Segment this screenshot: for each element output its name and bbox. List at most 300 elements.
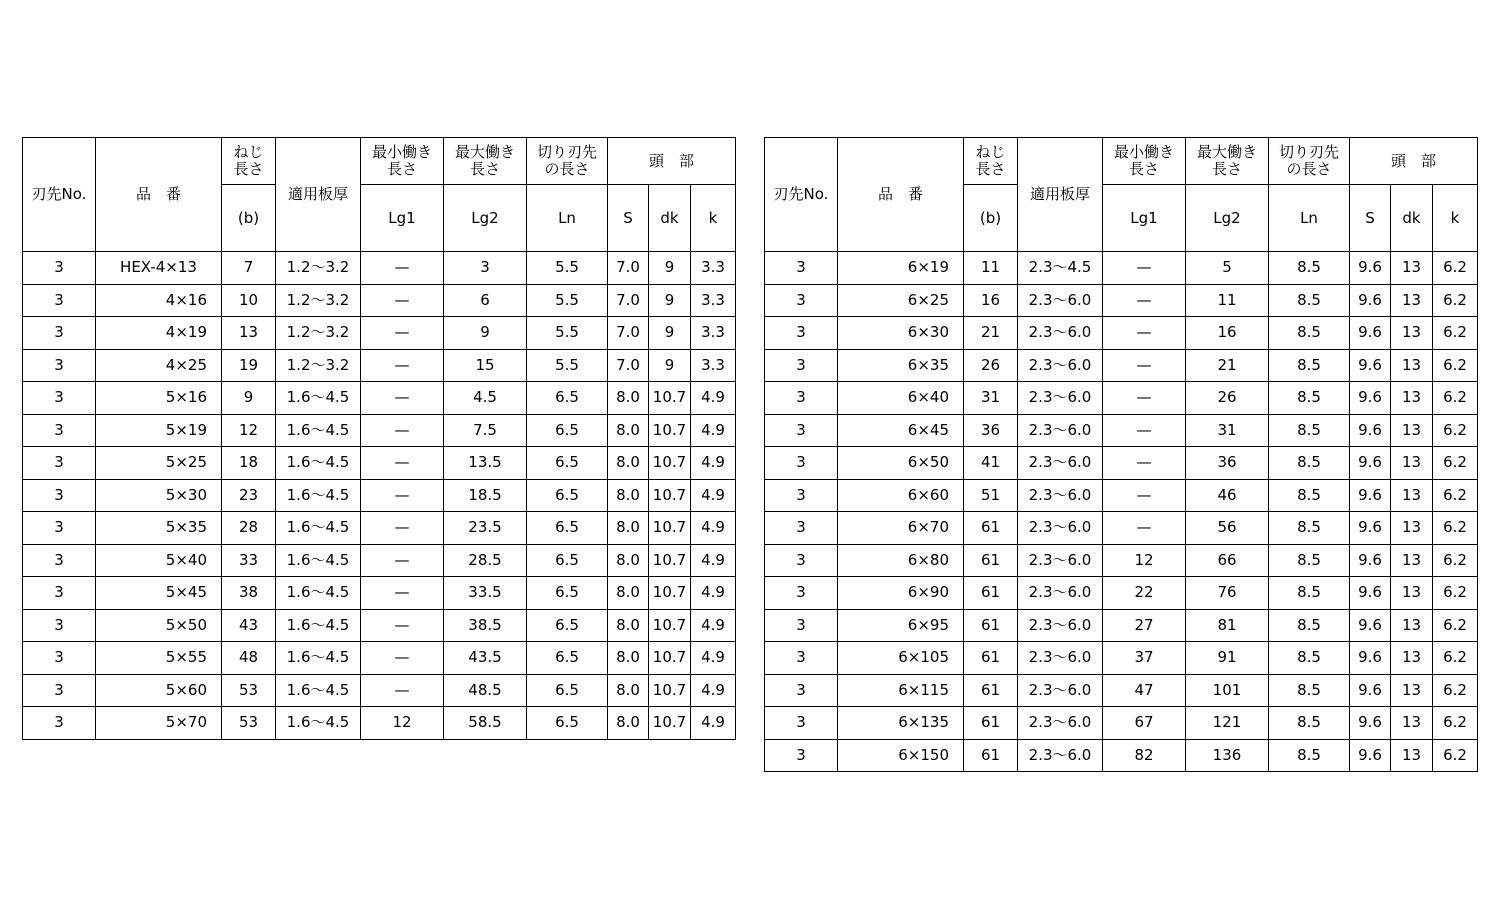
header-max-work-length-label: 最大働き 長さ bbox=[454, 143, 515, 178]
header-lg2: Lg2 bbox=[1186, 185, 1269, 252]
cell-ln: 6.5 bbox=[527, 447, 608, 480]
cell-head-s: 8.0 bbox=[608, 544, 649, 577]
cell-ln: 8.5 bbox=[1269, 739, 1350, 772]
cell-head-k: 4.9 bbox=[691, 512, 736, 545]
cell-ln: 6.5 bbox=[527, 479, 608, 512]
cell-lg2: 26 bbox=[1186, 382, 1269, 415]
header-head-k: k bbox=[691, 185, 736, 252]
cell-lg1: — bbox=[361, 447, 444, 480]
cell-plate-thickness: 1.2〜3.2 bbox=[276, 349, 361, 382]
cell-plate-thickness: 2.3〜6.0 bbox=[1018, 707, 1103, 740]
table-row bbox=[765, 284, 1478, 317]
cell-part-no: 5×45 bbox=[96, 577, 222, 610]
cell-head-dk: 10.7 bbox=[649, 544, 691, 577]
cell-ln: 8.5 bbox=[1269, 544, 1350, 577]
header-thread-length bbox=[222, 138, 276, 185]
cell-head-k: 6.2 bbox=[1433, 707, 1478, 740]
cell-part-no: 6×105 bbox=[838, 642, 964, 675]
cell-ln: 8.5 bbox=[1269, 674, 1350, 707]
cell-lg1: — bbox=[361, 414, 444, 447]
cell-plate-thickness: 2.3〜6.0 bbox=[1018, 382, 1103, 415]
cell-head-s: 8.0 bbox=[608, 447, 649, 480]
table-row bbox=[23, 479, 736, 512]
cell-lg1: 67 bbox=[1103, 707, 1186, 740]
cell-head-k: 3.3 bbox=[691, 284, 736, 317]
cell-part-no: 6×115 bbox=[838, 674, 964, 707]
header-plate-thickness: 適用板厚 bbox=[276, 138, 361, 252]
cell-thread-length: 36 bbox=[964, 414, 1018, 447]
cell-head-k: 6.2 bbox=[1433, 479, 1478, 512]
cell-head-s: 9.6 bbox=[1350, 512, 1391, 545]
cell-part-no: 5×16 bbox=[96, 382, 222, 415]
cell-ln: 6.5 bbox=[527, 609, 608, 642]
cell-lg1: — bbox=[361, 317, 444, 350]
cell-plate-thickness: 2.3〜6.0 bbox=[1018, 642, 1103, 675]
cell-head-s: 9.6 bbox=[1350, 284, 1391, 317]
cell-plate-thickness: 1.6〜4.5 bbox=[276, 674, 361, 707]
cell-thread-length: 31 bbox=[964, 382, 1018, 415]
cell-part-no: 6×95 bbox=[838, 609, 964, 642]
cell-head-dk: 9 bbox=[649, 317, 691, 350]
cell-part-no: 6×70 bbox=[838, 512, 964, 545]
header-tip-no: 刃先No. bbox=[23, 138, 96, 252]
cell-thread-length: 28 bbox=[222, 512, 276, 545]
cell-head-dk: 13 bbox=[1391, 642, 1433, 675]
cell-head-k: 3.3 bbox=[691, 252, 736, 285]
cell-part-no: 4×19 bbox=[96, 317, 222, 350]
cell-ln: 6.5 bbox=[527, 382, 608, 415]
cell-lg2: 91 bbox=[1186, 642, 1269, 675]
cell-thread-length: 43 bbox=[222, 609, 276, 642]
cell-tip-no: 3 bbox=[23, 382, 96, 415]
cell-part-no: 6×80 bbox=[838, 544, 964, 577]
cell-tip-no: 3 bbox=[765, 707, 838, 740]
cell-lg2: 66 bbox=[1186, 544, 1269, 577]
cell-lg1: — bbox=[1103, 382, 1186, 415]
cell-lg2: 31 bbox=[1186, 414, 1269, 447]
cell-lg1: — bbox=[361, 577, 444, 610]
cell-thread-length: 41 bbox=[964, 447, 1018, 480]
cell-head-s: 7.0 bbox=[608, 349, 649, 382]
spec-table-left-body bbox=[23, 252, 736, 740]
header-head-k: k bbox=[1433, 185, 1478, 252]
cell-head-s: 9.6 bbox=[1350, 577, 1391, 610]
cell-thread-length: 12 bbox=[222, 414, 276, 447]
cell-ln: 8.5 bbox=[1269, 642, 1350, 675]
cell-thread-length: 11 bbox=[964, 252, 1018, 285]
cell-head-k: 4.9 bbox=[691, 447, 736, 480]
cell-lg2: 46 bbox=[1186, 479, 1269, 512]
cell-part-no: 6×35 bbox=[838, 349, 964, 382]
cell-head-dk: 10.7 bbox=[649, 674, 691, 707]
cell-head-s: 7.0 bbox=[608, 252, 649, 285]
cell-head-s: 9.6 bbox=[1350, 479, 1391, 512]
cell-head-s: 8.0 bbox=[608, 674, 649, 707]
cell-lg1: — bbox=[361, 252, 444, 285]
header-ln: Ln bbox=[527, 185, 608, 252]
header-cut-tip-length-label: 切り刃先 の長さ bbox=[536, 143, 597, 178]
cell-head-s: 9.6 bbox=[1350, 317, 1391, 350]
cell-head-dk: 10.7 bbox=[649, 707, 691, 740]
cell-lg2: 43.5 bbox=[444, 642, 527, 675]
cell-lg2: 56 bbox=[1186, 512, 1269, 545]
cell-head-dk: 13 bbox=[1391, 739, 1433, 772]
cell-lg2: 48.5 bbox=[444, 674, 527, 707]
cell-part-no: 6×150 bbox=[838, 739, 964, 772]
cell-thread-length: 61 bbox=[964, 674, 1018, 707]
cell-head-s: 9.6 bbox=[1350, 447, 1391, 480]
cell-plate-thickness: 1.6〜4.5 bbox=[276, 382, 361, 415]
cell-head-s: 9.6 bbox=[1350, 544, 1391, 577]
cell-head-k: 3.3 bbox=[691, 349, 736, 382]
table-row bbox=[765, 544, 1478, 577]
cell-plate-thickness: 1.6〜4.5 bbox=[276, 577, 361, 610]
cell-tip-no: 3 bbox=[765, 317, 838, 350]
cell-part-no: 5×40 bbox=[96, 544, 222, 577]
cell-lg2: 136 bbox=[1186, 739, 1269, 772]
header-part-no: 品 番 bbox=[96, 138, 222, 252]
table-row bbox=[23, 317, 736, 350]
cell-head-k: 6.2 bbox=[1433, 609, 1478, 642]
header-thread-length bbox=[964, 138, 1018, 185]
cell-ln: 6.5 bbox=[527, 642, 608, 675]
cell-lg1: 27 bbox=[1103, 609, 1186, 642]
header-lg2: Lg2 bbox=[444, 185, 527, 252]
cell-lg1: — bbox=[1103, 349, 1186, 382]
table-row bbox=[23, 512, 736, 545]
cell-lg1: — bbox=[361, 479, 444, 512]
cell-plate-thickness: 2.3〜6.0 bbox=[1018, 317, 1103, 350]
cell-part-no: 5×60 bbox=[96, 674, 222, 707]
cell-thread-length: 33 bbox=[222, 544, 276, 577]
header-lg1: Lg1 bbox=[361, 185, 444, 252]
cell-tip-no: 3 bbox=[765, 414, 838, 447]
cell-plate-thickness: 1.2〜3.2 bbox=[276, 284, 361, 317]
cell-tip-no: 3 bbox=[765, 512, 838, 545]
cell-head-s: 9.6 bbox=[1350, 252, 1391, 285]
cell-part-no: 6×30 bbox=[838, 317, 964, 350]
table-row bbox=[23, 577, 736, 610]
cell-lg1: — bbox=[361, 382, 444, 415]
spec-table-right bbox=[764, 137, 1478, 772]
table-row bbox=[23, 707, 736, 740]
cell-lg1: — bbox=[361, 642, 444, 675]
header-cut-tip-length bbox=[527, 138, 608, 185]
cell-head-dk: 9 bbox=[649, 284, 691, 317]
cell-head-s: 9.6 bbox=[1350, 382, 1391, 415]
header-max-work-length-label: 最大働き 長さ bbox=[1196, 143, 1257, 178]
header-max-work-length bbox=[444, 138, 527, 185]
cell-ln: 6.5 bbox=[527, 414, 608, 447]
cell-part-no: 4×16 bbox=[96, 284, 222, 317]
header-plate-thickness: 適用板厚 bbox=[1018, 138, 1103, 252]
table-row bbox=[765, 447, 1478, 480]
header-head-s: S bbox=[608, 185, 649, 252]
cell-head-k: 6.2 bbox=[1433, 349, 1478, 382]
table-row bbox=[765, 739, 1478, 772]
cell-ln: 8.5 bbox=[1269, 382, 1350, 415]
cell-head-k: 4.9 bbox=[691, 577, 736, 610]
cell-head-dk: 13 bbox=[1391, 284, 1433, 317]
header-max-work-length bbox=[1186, 138, 1269, 185]
header-cut-tip-length-label: 切り刃先 の長さ bbox=[1278, 143, 1339, 178]
cell-tip-no: 3 bbox=[765, 577, 838, 610]
cell-plate-thickness: 2.3〜4.5 bbox=[1018, 252, 1103, 285]
cell-plate-thickness: 2.3〜6.0 bbox=[1018, 414, 1103, 447]
cell-ln: 8.5 bbox=[1269, 252, 1350, 285]
cell-lg1: — bbox=[1103, 284, 1186, 317]
cell-head-s: 9.6 bbox=[1350, 642, 1391, 675]
cell-head-dk: 10.7 bbox=[649, 512, 691, 545]
cell-head-dk: 10.7 bbox=[649, 382, 691, 415]
cell-head-dk: 13 bbox=[1391, 544, 1433, 577]
cell-head-k: 6.2 bbox=[1433, 382, 1478, 415]
cell-lg2: 33.5 bbox=[444, 577, 527, 610]
cell-head-s: 9.6 bbox=[1350, 349, 1391, 382]
cell-plate-thickness: 1.2〜3.2 bbox=[276, 317, 361, 350]
cell-lg1: — bbox=[1103, 512, 1186, 545]
cell-lg1: — bbox=[1103, 414, 1186, 447]
header-min-work-length bbox=[1103, 138, 1186, 185]
cell-head-s: 9.6 bbox=[1350, 609, 1391, 642]
cell-lg1: 12 bbox=[1103, 544, 1186, 577]
cell-tip-no: 3 bbox=[23, 512, 96, 545]
header-head: 頭 部 bbox=[608, 138, 736, 185]
table-row bbox=[765, 317, 1478, 350]
cell-tip-no: 3 bbox=[23, 447, 96, 480]
cell-thread-length: 61 bbox=[964, 642, 1018, 675]
cell-tip-no: 3 bbox=[23, 707, 96, 740]
cell-tip-no: 3 bbox=[23, 349, 96, 382]
cell-tip-no: 3 bbox=[23, 252, 96, 285]
table-row bbox=[765, 382, 1478, 415]
header-tip-no: 刃先No. bbox=[765, 138, 838, 252]
cell-thread-length: 61 bbox=[964, 707, 1018, 740]
cell-lg2: 9 bbox=[444, 317, 527, 350]
header-part-no: 品 番 bbox=[838, 138, 964, 252]
cell-head-k: 4.9 bbox=[691, 674, 736, 707]
cell-lg2: 23.5 bbox=[444, 512, 527, 545]
cell-part-no: HEX-4×13 bbox=[96, 252, 222, 285]
cell-lg2: 21 bbox=[1186, 349, 1269, 382]
cell-ln: 5.5 bbox=[527, 317, 608, 350]
header-min-work-length-label: 最小働き 長さ bbox=[1113, 143, 1174, 178]
cell-head-dk: 13 bbox=[1391, 609, 1433, 642]
cell-head-dk: 10.7 bbox=[649, 414, 691, 447]
cell-head-s: 9.6 bbox=[1350, 707, 1391, 740]
cell-head-s: 9.6 bbox=[1350, 739, 1391, 772]
cell-lg2: 28.5 bbox=[444, 544, 527, 577]
cell-lg2: 6 bbox=[444, 284, 527, 317]
cell-head-dk: 13 bbox=[1391, 447, 1433, 480]
header-thread-length-symbol: (b) bbox=[222, 185, 276, 252]
cell-tip-no: 3 bbox=[23, 642, 96, 675]
cell-head-k: 6.2 bbox=[1433, 252, 1478, 285]
table-row bbox=[765, 414, 1478, 447]
cell-ln: 8.5 bbox=[1269, 479, 1350, 512]
cell-head-s: 8.0 bbox=[608, 414, 649, 447]
cell-plate-thickness: 2.3〜6.0 bbox=[1018, 349, 1103, 382]
cell-part-no: 6×135 bbox=[838, 707, 964, 740]
cell-thread-length: 10 bbox=[222, 284, 276, 317]
cell-head-dk: 13 bbox=[1391, 382, 1433, 415]
cell-lg1: — bbox=[361, 544, 444, 577]
cell-plate-thickness: 1.6〜4.5 bbox=[276, 609, 361, 642]
cell-thread-length: 53 bbox=[222, 707, 276, 740]
header-min-work-length-label: 最小働き 長さ bbox=[371, 143, 432, 178]
table-row bbox=[765, 674, 1478, 707]
table-row bbox=[765, 479, 1478, 512]
cell-plate-thickness: 2.3〜6.0 bbox=[1018, 512, 1103, 545]
cell-head-k: 6.2 bbox=[1433, 447, 1478, 480]
table-row bbox=[23, 609, 736, 642]
cell-head-dk: 13 bbox=[1391, 479, 1433, 512]
cell-ln: 8.5 bbox=[1269, 349, 1350, 382]
cell-ln: 6.5 bbox=[527, 544, 608, 577]
cell-tip-no: 3 bbox=[765, 674, 838, 707]
cell-plate-thickness: 2.3〜6.0 bbox=[1018, 609, 1103, 642]
cell-lg1: — bbox=[361, 674, 444, 707]
table-row bbox=[765, 707, 1478, 740]
table-row bbox=[765, 609, 1478, 642]
cell-thread-length: 7 bbox=[222, 252, 276, 285]
cell-head-k: 6.2 bbox=[1433, 284, 1478, 317]
cell-thread-length: 18 bbox=[222, 447, 276, 480]
cell-thread-length: 53 bbox=[222, 674, 276, 707]
cell-tip-no: 3 bbox=[23, 577, 96, 610]
cell-lg1: 82 bbox=[1103, 739, 1186, 772]
cell-lg2: 81 bbox=[1186, 609, 1269, 642]
cell-head-dk: 13 bbox=[1391, 674, 1433, 707]
cell-lg2: 18.5 bbox=[444, 479, 527, 512]
cell-tip-no: 3 bbox=[23, 674, 96, 707]
cell-head-s: 8.0 bbox=[608, 382, 649, 415]
cell-plate-thickness: 1.2〜3.2 bbox=[276, 252, 361, 285]
cell-tip-no: 3 bbox=[765, 479, 838, 512]
cell-plate-thickness: 1.6〜4.5 bbox=[276, 544, 361, 577]
cell-part-no: 6×60 bbox=[838, 479, 964, 512]
table-row bbox=[765, 642, 1478, 675]
cell-thread-length: 61 bbox=[964, 739, 1018, 772]
cell-plate-thickness: 1.6〜4.5 bbox=[276, 479, 361, 512]
table-row bbox=[765, 349, 1478, 382]
cell-lg2: 101 bbox=[1186, 674, 1269, 707]
cell-head-s: 7.0 bbox=[608, 317, 649, 350]
cell-plate-thickness: 1.6〜4.5 bbox=[276, 707, 361, 740]
cell-part-no: 5×25 bbox=[96, 447, 222, 480]
cell-part-no: 6×19 bbox=[838, 252, 964, 285]
table-row bbox=[23, 544, 736, 577]
cell-head-k: 4.9 bbox=[691, 609, 736, 642]
cell-head-k: 6.2 bbox=[1433, 544, 1478, 577]
cell-lg2: 11 bbox=[1186, 284, 1269, 317]
table-row bbox=[23, 414, 736, 447]
cell-lg1: — bbox=[1103, 317, 1186, 350]
cell-plate-thickness: 2.3〜6.0 bbox=[1018, 284, 1103, 317]
cell-lg1: — bbox=[361, 512, 444, 545]
cell-lg2: 5 bbox=[1186, 252, 1269, 285]
table-row bbox=[23, 642, 736, 675]
cell-thread-length: 48 bbox=[222, 642, 276, 675]
cell-thread-length: 26 bbox=[964, 349, 1018, 382]
cell-tip-no: 3 bbox=[23, 609, 96, 642]
cell-plate-thickness: 1.6〜4.5 bbox=[276, 447, 361, 480]
cell-plate-thickness: 1.6〜4.5 bbox=[276, 642, 361, 675]
cell-part-no: 5×35 bbox=[96, 512, 222, 545]
cell-part-no: 5×30 bbox=[96, 479, 222, 512]
cell-head-s: 8.0 bbox=[608, 577, 649, 610]
cell-lg1: 12 bbox=[361, 707, 444, 740]
header-lg1: Lg1 bbox=[1103, 185, 1186, 252]
table-row bbox=[23, 349, 736, 382]
cell-lg2: 13.5 bbox=[444, 447, 527, 480]
cell-lg1: — bbox=[361, 284, 444, 317]
cell-head-s: 9.6 bbox=[1350, 674, 1391, 707]
cell-thread-length: 61 bbox=[964, 544, 1018, 577]
table-row bbox=[765, 252, 1478, 285]
cell-tip-no: 3 bbox=[23, 479, 96, 512]
cell-tip-no: 3 bbox=[765, 284, 838, 317]
cell-tip-no: 3 bbox=[765, 382, 838, 415]
cell-head-dk: 10.7 bbox=[649, 609, 691, 642]
cell-head-s: 8.0 bbox=[608, 512, 649, 545]
cell-lg2: 58.5 bbox=[444, 707, 527, 740]
cell-lg1: — bbox=[361, 349, 444, 382]
cell-head-dk: 10.7 bbox=[649, 447, 691, 480]
cell-head-dk: 13 bbox=[1391, 414, 1433, 447]
cell-tip-no: 3 bbox=[23, 414, 96, 447]
cell-ln: 8.5 bbox=[1269, 707, 1350, 740]
cell-head-s: 8.0 bbox=[608, 609, 649, 642]
cell-tip-no: 3 bbox=[765, 609, 838, 642]
cell-head-dk: 13 bbox=[1391, 349, 1433, 382]
cell-part-no: 5×50 bbox=[96, 609, 222, 642]
cell-lg2: 3 bbox=[444, 252, 527, 285]
cell-tip-no: 3 bbox=[765, 544, 838, 577]
cell-head-k: 4.9 bbox=[691, 479, 736, 512]
cell-head-dk: 10.7 bbox=[649, 642, 691, 675]
cell-head-dk: 13 bbox=[1391, 252, 1433, 285]
cell-head-k: 4.9 bbox=[691, 642, 736, 675]
table-row bbox=[23, 447, 736, 480]
cell-head-k: 6.2 bbox=[1433, 577, 1478, 610]
cell-ln: 8.5 bbox=[1269, 577, 1350, 610]
cell-head-k: 4.9 bbox=[691, 414, 736, 447]
cell-ln: 8.5 bbox=[1269, 414, 1350, 447]
cell-head-dk: 9 bbox=[649, 349, 691, 382]
cell-thread-length: 61 bbox=[964, 577, 1018, 610]
table-row bbox=[23, 284, 736, 317]
cell-head-k: 6.2 bbox=[1433, 317, 1478, 350]
table-row bbox=[23, 382, 736, 415]
cell-thread-length: 61 bbox=[964, 512, 1018, 545]
cell-tip-no: 3 bbox=[23, 317, 96, 350]
cell-tip-no: 3 bbox=[23, 284, 96, 317]
cell-lg2: 15 bbox=[444, 349, 527, 382]
cell-part-no: 4×25 bbox=[96, 349, 222, 382]
cell-ln: 5.5 bbox=[527, 252, 608, 285]
cell-head-k: 4.9 bbox=[691, 382, 736, 415]
cell-head-k: 6.2 bbox=[1433, 642, 1478, 675]
cell-thread-length: 21 bbox=[964, 317, 1018, 350]
cell-plate-thickness: 1.6〜4.5 bbox=[276, 512, 361, 545]
header-thread-length-label: ねじ 長さ bbox=[233, 143, 264, 178]
table-row bbox=[765, 512, 1478, 545]
cell-lg1: 22 bbox=[1103, 577, 1186, 610]
cell-tip-no: 3 bbox=[765, 252, 838, 285]
cell-ln: 8.5 bbox=[1269, 609, 1350, 642]
cell-lg2: 7.5 bbox=[444, 414, 527, 447]
